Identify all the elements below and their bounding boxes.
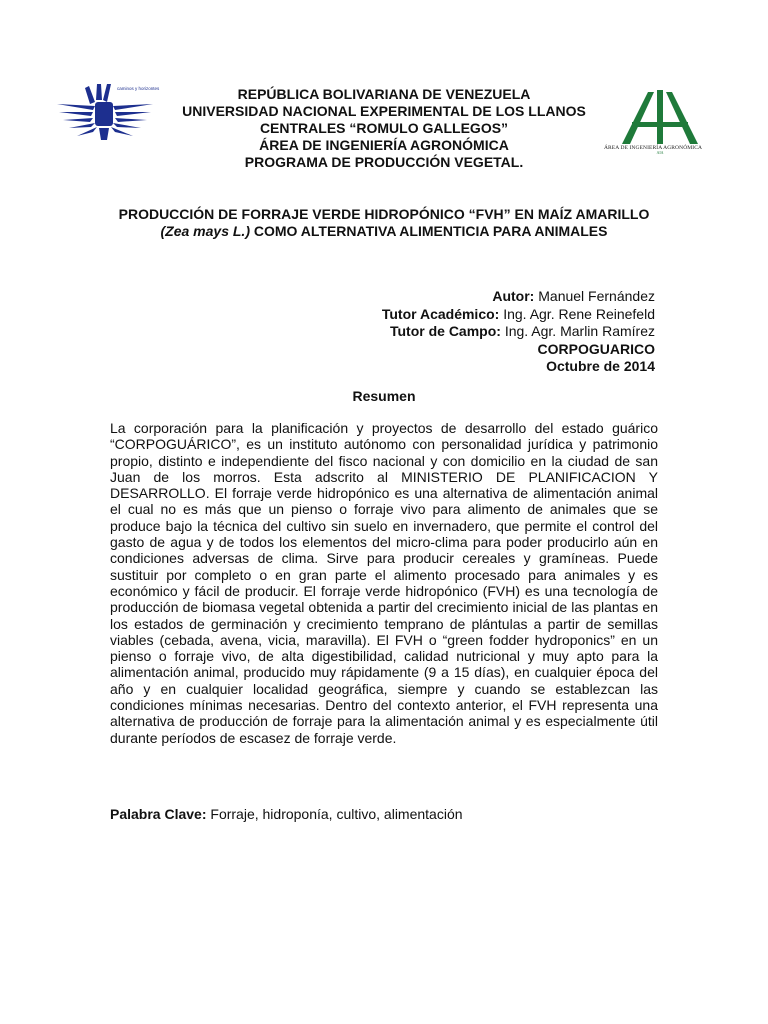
aia-logo-caption: ÁREA DE INGENIERÍA AGRONÓMICA [603, 145, 703, 151]
institution-header [140, 86, 628, 171]
author-row [382, 288, 655, 306]
title-species: (Zea mays L.) [160, 223, 250, 239]
keywords-line [110, 806, 463, 822]
abstract-body: La corporación para la planificación y proyectos de desarrollo del estado guárico “CORPOGUÁRICO”, es un instituto autónomo con personalidad jurídica y patrimonio propio, distinto e independiente del fisco nacional y con domicilio en la ciudad de san Juan de los morros. Esta adscrito al MINISTERIO DE PLANIFICACION Y DESARROLLO. El forraje verde hidropónico es una alternativa de alimentación animal el cual no es más que un pienso o forraje vivo para alimento de animales que se produce bajo la técnica del cultivo sin suelo en invernadero, que permite el control del gasto de agua y de todos los elementos del micro-clima para poder producirlo aún en condiciones adversas de clima. Sirve para producir cereales y gramíneas. Puede sustituir por completo o en gran parte el alimento procesado para animales y es económico y fácil de producir. El forraje verde hidropónico (FVH) es una tecnología de producción de biomasa vegetal obtenida a partir del crecimiento inicial de las plantas en los estados de germinación y crecimiento temprano de plántulas a partir de semillas viables (cebada, avena, vicia, maravilla). El FVH o “green fodder hydroponics” en un pienso o forraje vivo, de alta digestibilidad, calidad nutricional y muy apto para la alimentación animal, producido muy rápidamente (9 a 15 días), en cualquier época del año y en cualquier localidad geográfica, siempre y cuando se establezcan las condiciones mínimas necesarias. Dentro del contexto anterior, el FVH representa una alternativa de producción de forraje para la alimentación animal y es especialmente útil durante períodos de escasez de forraje verde. [110, 420, 658, 746]
aia-logo-letters: AIA [656, 150, 664, 155]
left-logo-caption: caminos y horizontes [117, 86, 160, 91]
author-label: Autor: [492, 288, 535, 304]
document-title [110, 206, 658, 240]
field-tutor-name: Ing. Agr. Marlin Ramírez [504, 323, 655, 339]
field-tutor-row [382, 323, 655, 341]
academic-tutor-label: Tutor Académico: [381, 305, 500, 322]
title-part-1: PRODUCCIÓN DE FORRAJE VERDE HIDROPÓNICO “FVH” EN MAÍZ AMARILLO [118, 206, 650, 222]
academic-tutor-row [382, 306, 655, 324]
header-line-university: UNIVERSIDAD NACIONAL EXPERIMENTAL DE LOS LLANOS [182, 103, 586, 119]
header-line-campus: CENTRALES “ROMULO GALLEGOS” [259, 120, 509, 136]
header-line-area: ÁREA DE INGENIERÍA AGRONÓMICA [259, 137, 509, 153]
academic-tutor-name: Ing. Agr. Rene Reinefeld [503, 305, 655, 322]
abstract-heading: Resumen [352, 388, 416, 404]
title-part-2: COMO ALTERNATIVA ALIMENTICIA PARA ANIMALES [249, 223, 608, 239]
author-name: Manuel Fernández [538, 288, 655, 304]
organization: CORPOGUARICO [537, 340, 655, 357]
header-line-program: PROGRAMA DE PRODUCCIÓN VEGETAL. [244, 154, 524, 170]
credits-block [382, 288, 655, 376]
keywords-value: Forraje, hidroponía, cultivo, alimentación [210, 806, 463, 822]
document-date: Octubre de 2014 [546, 358, 655, 374]
header-line-country: REPÚBLICA BOLIVARIANA DE VENEZUELA [237, 86, 531, 102]
field-tutor-label: Tutor de Campo: [389, 323, 501, 339]
keywords-label: Palabra Clave: [110, 806, 207, 822]
